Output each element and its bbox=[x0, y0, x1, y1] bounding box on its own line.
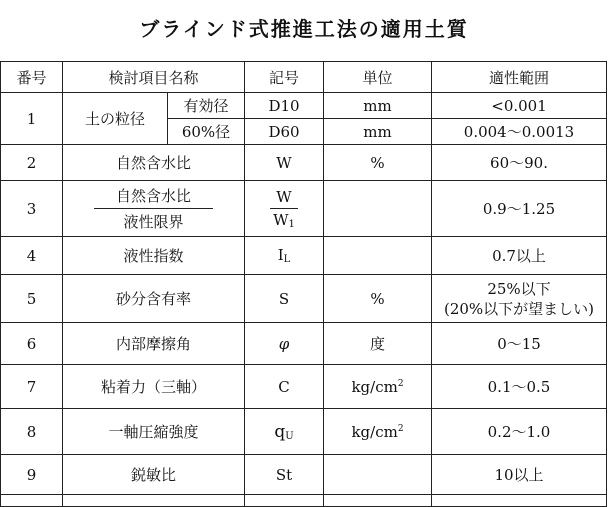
table-header-row bbox=[1, 62, 607, 93]
table-row bbox=[1, 237, 607, 275]
row-unit bbox=[324, 237, 432, 275]
row-no: 1 bbox=[1, 93, 63, 145]
row-no: 9 bbox=[1, 455, 63, 495]
row-unit bbox=[324, 409, 432, 455]
symbol-sub: U bbox=[285, 430, 294, 442]
symbol-main: q bbox=[274, 421, 286, 442]
table-row-cutoff bbox=[1, 495, 607, 507]
header-unit: 単位 bbox=[324, 62, 432, 93]
row-no: 4 bbox=[1, 237, 63, 275]
row-unit: 度 bbox=[324, 323, 432, 365]
table-row bbox=[1, 145, 607, 181]
row-symbol: D10 bbox=[245, 93, 324, 119]
row-symbol bbox=[245, 409, 324, 455]
row-no: 2 bbox=[1, 145, 63, 181]
row-range: 0～15 bbox=[432, 323, 607, 365]
row-sub-label: 有効径 bbox=[168, 93, 245, 119]
row-no: 8 bbox=[1, 409, 63, 455]
row-name: 鋭敏比 bbox=[63, 455, 245, 495]
row-unit: % bbox=[324, 145, 432, 181]
row-unit bbox=[324, 455, 432, 495]
row-range: 0.1～0.5 bbox=[432, 365, 607, 409]
row-symbol: D60 bbox=[245, 119, 324, 145]
symbol-denominator bbox=[270, 209, 297, 230]
row-unit: mm bbox=[324, 119, 432, 145]
table-row bbox=[1, 455, 607, 495]
row-range bbox=[432, 275, 607, 323]
row-name: 液性指数 bbox=[63, 237, 245, 275]
symbol-main: I bbox=[277, 246, 284, 264]
symbol-denominator-main: W bbox=[273, 210, 289, 229]
row-range: 10以上 bbox=[432, 455, 607, 495]
table-row bbox=[1, 409, 607, 455]
row-unit: % bbox=[324, 275, 432, 323]
row-range: 0.9～1.25 bbox=[432, 181, 607, 237]
soil-suitability-table bbox=[0, 61, 607, 507]
row-range: <0.001 bbox=[432, 93, 607, 119]
row-no: 7 bbox=[1, 365, 63, 409]
row-symbol: φ bbox=[245, 323, 324, 365]
range-line-1: 25%以下 bbox=[487, 279, 551, 298]
fraction-denominator: 液性限界 bbox=[123, 213, 184, 231]
symbol-sub: L bbox=[283, 254, 291, 265]
row-range: 0.004～0.0013 bbox=[432, 119, 607, 145]
row-unit: mm bbox=[324, 93, 432, 119]
row-range: 0.7以上 bbox=[432, 237, 607, 275]
row-symbol: C bbox=[245, 365, 324, 409]
row-unit bbox=[324, 365, 432, 409]
row-unit bbox=[324, 181, 432, 237]
row-range: 60～90. bbox=[432, 145, 607, 181]
fraction-numerator: 自然含水比 bbox=[94, 185, 213, 209]
table-row bbox=[1, 323, 607, 365]
header-item: 検討項目名称 bbox=[63, 62, 245, 93]
row-no: 3 bbox=[1, 181, 63, 237]
unit-sup: 2 bbox=[397, 423, 404, 434]
table-row bbox=[1, 275, 607, 323]
row-symbol bbox=[245, 237, 324, 275]
row-name-fraction bbox=[63, 181, 245, 237]
unit-main: kg/cm bbox=[351, 422, 398, 441]
row-name: 土の粒径 bbox=[63, 93, 168, 145]
row-symbol-fraction bbox=[245, 181, 324, 237]
row-name: 砂分含有率 bbox=[63, 275, 245, 323]
row-no: 6 bbox=[1, 323, 63, 365]
row-symbol: W bbox=[245, 145, 324, 181]
table-row bbox=[1, 93, 607, 119]
unit-main: kg/cm bbox=[351, 377, 398, 396]
page-title: ブラインド式推進工法の適用土質 bbox=[139, 17, 469, 41]
row-name: 粘着力（三軸） bbox=[63, 365, 245, 409]
row-name: 内部摩擦角 bbox=[63, 323, 245, 365]
row-name: 一軸圧縮強度 bbox=[63, 409, 245, 455]
symbol-denominator-sub: 1 bbox=[288, 218, 295, 230]
row-range: 0.2～1.0 bbox=[432, 409, 607, 455]
table-row bbox=[1, 365, 607, 409]
row-symbol: St bbox=[245, 455, 324, 495]
header-range: 適性範囲 bbox=[432, 62, 607, 93]
table-row bbox=[1, 181, 607, 237]
range-line-2: (20%以下が望ましい) bbox=[443, 299, 595, 318]
row-sub-label: 60%径 bbox=[168, 119, 245, 145]
symbol-numerator: W bbox=[270, 188, 297, 209]
header-symbol: 記号 bbox=[245, 62, 324, 93]
row-symbol: S bbox=[245, 275, 324, 323]
header-no: 番号 bbox=[1, 62, 63, 93]
row-name: 自然含水比 bbox=[63, 145, 245, 181]
unit-sup: 2 bbox=[397, 378, 404, 389]
row-no: 5 bbox=[1, 275, 63, 323]
